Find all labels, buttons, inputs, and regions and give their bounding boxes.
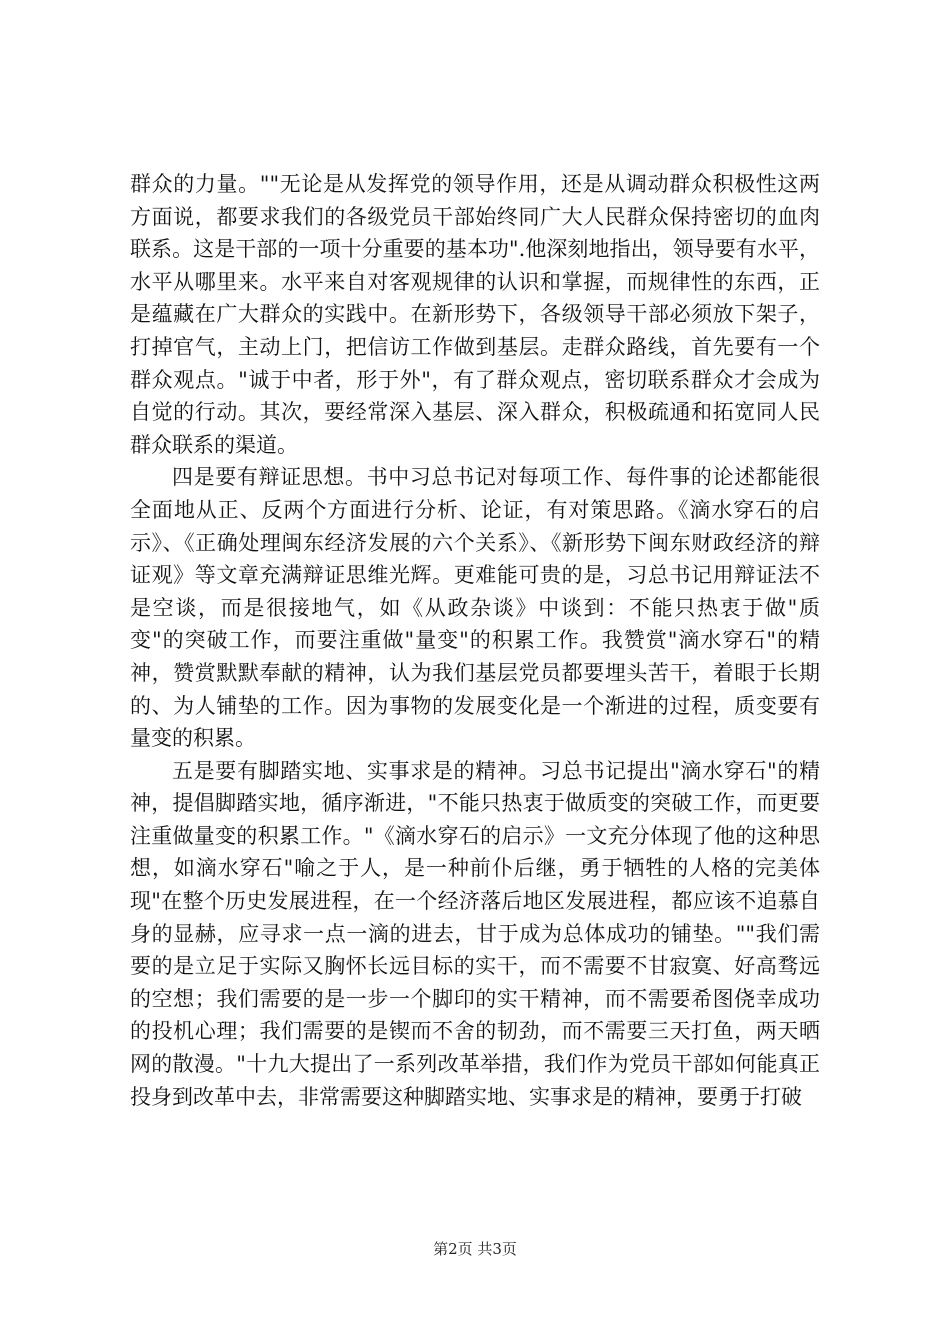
document-body	[130, 168, 820, 1113]
paragraph-down-to-earth: 五是要有脚踏实地、实事求是的精神。习总书记提出"滴水穿石"的精神，提倡脚踏实地，循序渐进，"不能只热衷于做质变的突破工作，而更要注重做量变的积累工作。"《滴水穿石的启示》一文充分体现了他的这种思想，如滴水穿石"喻之于人，是一种前仆后继，勇于牺牲的人格的完美体现"在整个历史发展进程，在一个经济落后地区发展进程，都应该不追慕自身的显赫，应寻求一点一滴的进去，甘于成为总体成功的铺垫。""我们需要的是立足于实际又胸怀长远目标的实干，而不需要不甘寂寞、好高骛远的空想；我们需要的是一步一个脚印的实干精神，而不需要希图侥幸成功的投机心理；我们需要的是锲而不舍的韧劲，而不需要三天打鱼，两天晒网的散漫。"十九大提出了一系列改革举措，我们作为党员干部如何能真正投身到改革中去，非常需要这种脚踏实地、实事求是的精神，要勇于打破	[130, 758, 820, 1109]
paragraph-mass-line: 群众的力量。""无论是从发挥党的领导作用，还是从调动群众积极性这两方面说，都要求我们的各级党员干部始终同广大人民群众保持密切的血肉联系。这是干部的一项十分重要的基本功".他深刻地指出，领导要有水平，水平从哪里来。水平来自对客观规律的认识和掌握，而规律性的东西，正是蕴藏在广大群众的实践中。在新形势下，各级领导干部必须放下架子，打掉官气，主动上门，把信访工作做到基层。走群众路线，首先要有一个群众观点。"诚于中者，形于外"，有了群众观点，密切联系群众才会成为自觉的行动。其次，要经常深入基层、深入群众，积极疏通和拓宽同人民群众联系的渠道。	[130, 172, 820, 457]
page-number-footer: 第2页 共3页	[433, 1240, 517, 1258]
paragraph-dialectical-thinking: 四是要有辩证思想。书中习总书记对每项工作、每件事的论述都能很全面地从正、反两个方面进行分析、论证，有对策思路。《滴水穿石的启示》、《正确处理闽东经济发展的六个关系》、《新形势下闽东财政经济的辩证观》等文章充满辩证思维光辉。更难能可贵的是，习总书记用辩证法不是空谈，而是很接地气，如《从政杂谈》中谈到：不能只热衷于做"质变"的突破工作，而要注重做"量变"的积累工作。我赞赏"滴水穿石"的精神，赞赏默默奉献的精神，认为我们基层党员都要埋头苦干，着眼于长期的、为人铺垫的工作。因为事物的发展变化是一个渐进的过程，质变要有量变的积累。	[130, 465, 820, 751]
